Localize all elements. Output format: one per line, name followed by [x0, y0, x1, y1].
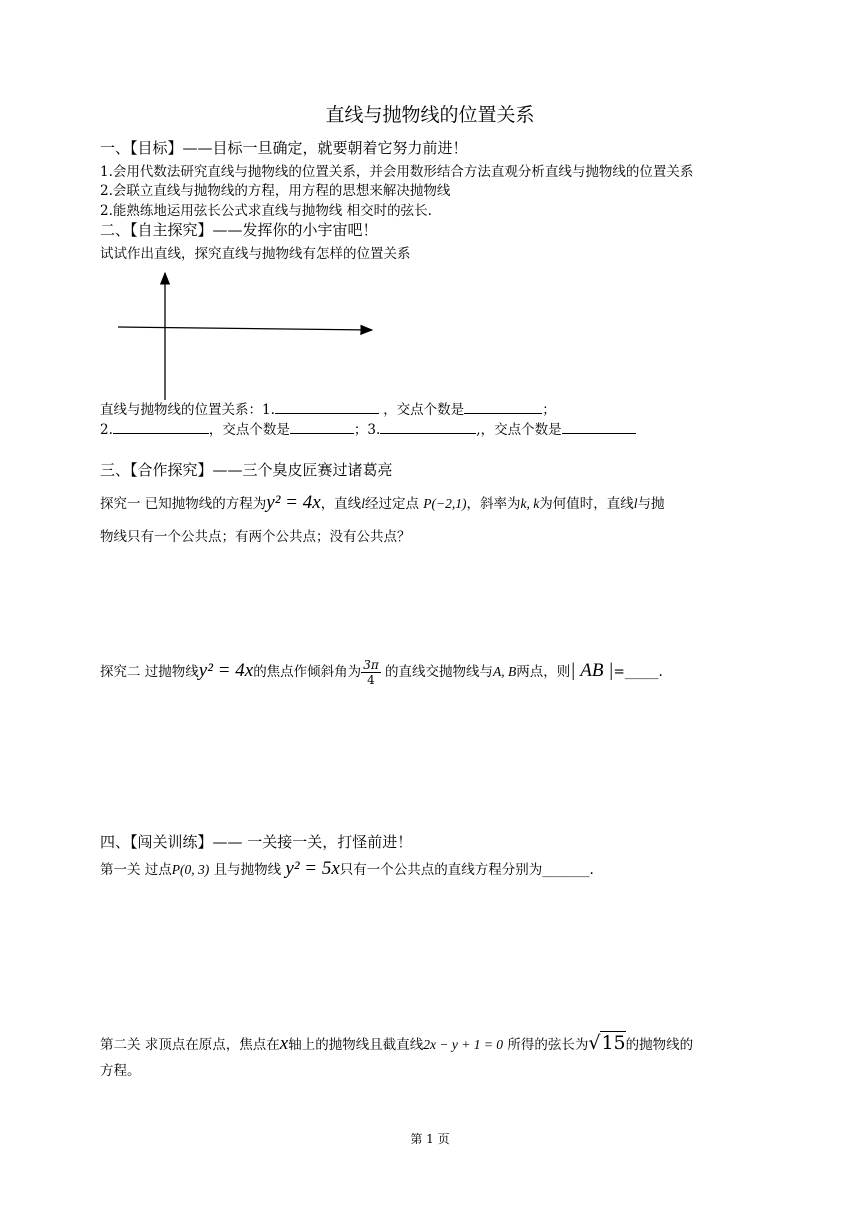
relation-line-2: 2. ，交点个数是 ；3. ,，交点个数是: [100, 418, 636, 438]
answer-blank-3[interactable]: [380, 421, 476, 434]
parabola-equation-2: y² = 4x: [198, 660, 254, 681]
goal-item-1: 1.会用代数法研究直线与抛物线的位置关系，并会用数形结合方法直观分析直线与抛物线的位置关系: [100, 164, 694, 180]
chord-length-abs: | AB |: [570, 660, 614, 681]
page-number-footer: 第 1 页: [410, 1132, 450, 1146]
fixed-point: P(−2,1): [423, 496, 467, 511]
coordinate-axes-figure: [110, 265, 390, 405]
answer-blank-1[interactable]: [275, 401, 379, 414]
level1-parabola: y² = 5x: [285, 858, 340, 879]
page-title: 直线与抛物线的位置关系: [325, 104, 535, 126]
section4-heading: 四、【闯关训练】—— 一关接一关，打怪前进！: [100, 833, 413, 851]
sqrt-symbol: √: [588, 1032, 601, 1054]
explore2-line: 探究二 过抛物线y² = 4x的焦点作倾斜角为 $\frac{3\pi}{4}$ 的直线交抛物线与A, B两点，则| AB |=_____.: [100, 658, 663, 687]
level1-line: 第一关 过点P(0, 3) 且与抛物线 y² = 5x只有一个公共点的直线方程分别为_______.: [100, 858, 594, 879]
level1-point: P(0, 3): [171, 862, 210, 877]
count-blank-2[interactable]: [290, 421, 354, 434]
goal-item-3: 2.能熟练地运用弦长公式求直线与抛物线 相交时的弦长.: [100, 203, 432, 219]
section2-prompt: 试试作出直线，探究直线与抛物线有怎样的位置关系: [100, 246, 411, 262]
answer-blank-2[interactable]: [113, 421, 209, 434]
explore1-line2: 物线只有一个公共点；有两个公共点；没有公共点？: [100, 529, 411, 545]
section1-heading: 一、【目标】——目标一旦确定，就要朝着它努力前进！: [100, 139, 468, 157]
chord-line-equation: 2x − y + 1 = 0: [423, 1037, 504, 1052]
relation-line-1: 直线与抛物线的位置关系：1. ，交点个数是 ；: [100, 402, 556, 418]
sqrt-value: 15: [601, 1032, 626, 1054]
x-axis-arrow: [118, 327, 372, 330]
angle-fraction: $\frac{3\pi}{4}$: [363, 658, 379, 687]
level2-line1: 第二关 求顶点在原点，焦点在x轴上的抛物线且截直线2x − y + 1 = 0 所得的弦长为√15的抛物线的: [100, 1032, 694, 1054]
count-blank-3[interactable]: [562, 421, 636, 434]
section3-heading: 三、【合作探究】——三个臭皮匠赛过诸葛亮: [100, 461, 393, 479]
goal-item-2: 2.会联立直线与抛物线的方程，用方程的思想来解决抛物线: [100, 183, 451, 199]
explore1-line1: 探究一 已知抛物线的方程为y² = 4x，直线l经过定点 P(−2,1)，斜率为k, k为何值时，直线l与抛: [100, 492, 665, 513]
parabola-equation: y² = 4x: [266, 492, 321, 513]
count-blank-1[interactable]: [464, 401, 542, 414]
section2-heading: 二、【自主探究】——发挥你的小宇宙吧！: [100, 221, 378, 239]
level2-line2: 方程。: [100, 1063, 141, 1079]
